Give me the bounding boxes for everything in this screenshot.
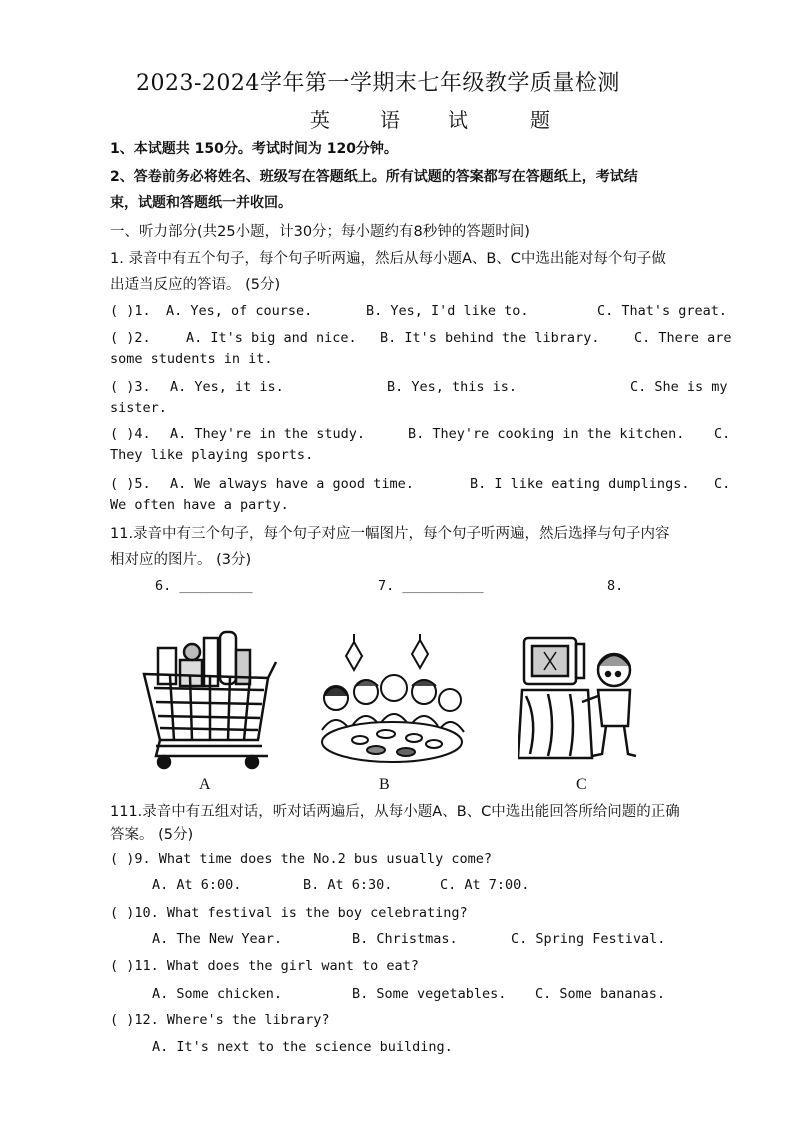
q3-option-a: A. Yes, it is. [170,379,284,395]
q9-option-a: A. At 6:00. [152,877,242,893]
shopping-cart-picture [140,628,280,770]
sec3-instruction-2: 答案。 (5分) [110,827,194,843]
q10-question: ( )10. What festival is the boy celebrating? [110,905,468,921]
q10-option-a: A. The New Year. [152,931,283,947]
q3-continuation: sister. [110,400,167,416]
q5-continuation: We often have a party. [110,497,289,513]
note-2b: 束，试题和答题纸一并收回。 [110,195,292,211]
part1-heading: 一、听力部分(共25小题，计30分；每小题约有8秒钟的答题时间) [110,224,530,240]
q12-question: ( )12. Where's the library? [110,1012,330,1028]
blank-6: 6. _________ [155,578,253,594]
q2-option-a: A. It's big and nice. [186,330,357,346]
q3-number: ( )3. [110,379,151,395]
q4-option-a: A. They're in the study. [170,426,366,442]
q11-option-b: B. Some vegetables. [352,986,507,1002]
note-1: 1、本试题共 150分。考试时间为 120分钟。 [110,141,398,157]
sec3-instruction-1: 111.录音中有五组对话，听对话两遍后，从每小题A、B、C中选出能回答所给问题的正确 [110,804,680,820]
q2-continuation: some students in it. [110,351,273,367]
q5-option-c: C. [714,476,731,492]
picture-label-b: B [379,776,390,793]
q2-option-c: C. There are [634,330,732,346]
q11-option-a: A. Some chicken. [152,986,283,1002]
sec2-instruction-1: 11.录音中有三个句子，每个句子对应一幅图片，每个句子听两遍，然后选择与句子内容 [110,526,670,542]
picture-label-c: C [576,776,587,793]
sec1-instruction-2: 出适当反应的答语。 (5分) [110,277,281,293]
q5-number: ( )5. [110,476,151,492]
q5-option-b: B. I like eating dumplings. [470,476,690,492]
q9-question: ( )9. What time does the No.2 bus usually come? [110,851,493,867]
subject-char-1: 英 [310,108,330,132]
q1-number: ( )1. [110,303,151,319]
q1-option-c: C. That's great. [597,303,728,319]
q5-option-a: A. We always have a good time. [170,476,414,492]
blank-7: 7. __________ [378,578,484,594]
q12-option-a: A. It's next to the science building. [152,1039,453,1055]
computer-boy-picture [518,630,638,762]
q3-option-c: C. She is my [630,379,728,395]
q9-option-c: C. At 7:00. [440,877,530,893]
picture-label-a: A [199,776,211,793]
q11-question: ( )11. What does the girl want to eat? [110,958,419,974]
q2-option-b: B. It's behind the library. [380,330,600,346]
subject-char-4: 题 [530,108,550,132]
q3-option-b: B. Yes, this is. [387,379,518,395]
subject-char-3: 试 [448,108,468,132]
sec2-instruction-2: 相对应的图片。 (3分) [110,552,252,568]
exam-title: 2023-2024学年第一学期末七年级教学质量检测 [136,71,620,96]
q4-option-c: C. [714,426,731,442]
subject-char-2: 语 [380,108,400,132]
family-dinner-picture [316,634,466,768]
q4-number: ( )4. [110,426,151,442]
q4-continuation: They like playing sports. [110,447,314,463]
q10-option-b: B. Christmas. [352,931,458,947]
q10-option-c: C. Spring Festival. [511,931,666,947]
note-2a: 2、答卷前务必将姓名、班级写在答题纸上。所有试题的答案都写在答题纸上，考试结 [110,169,638,185]
q1-option-b: B. Yes, I'd like to. [366,303,529,319]
q4-option-b: B. They're cooking in the kitchen. [408,426,685,442]
q2-number: ( )2. [110,330,151,346]
q9-option-b: B. At 6:30. [303,877,393,893]
blank-8: 8. [607,578,624,594]
q11-option-c: C. Some bananas. [535,986,666,1002]
q1-option-a: A. Yes, of course. [166,303,313,319]
sec1-instruction-1: 1. 录音中有五个句子，每个句子听两遍，然后从每小题A、B、C中选出能对每个句子做 [110,251,666,267]
